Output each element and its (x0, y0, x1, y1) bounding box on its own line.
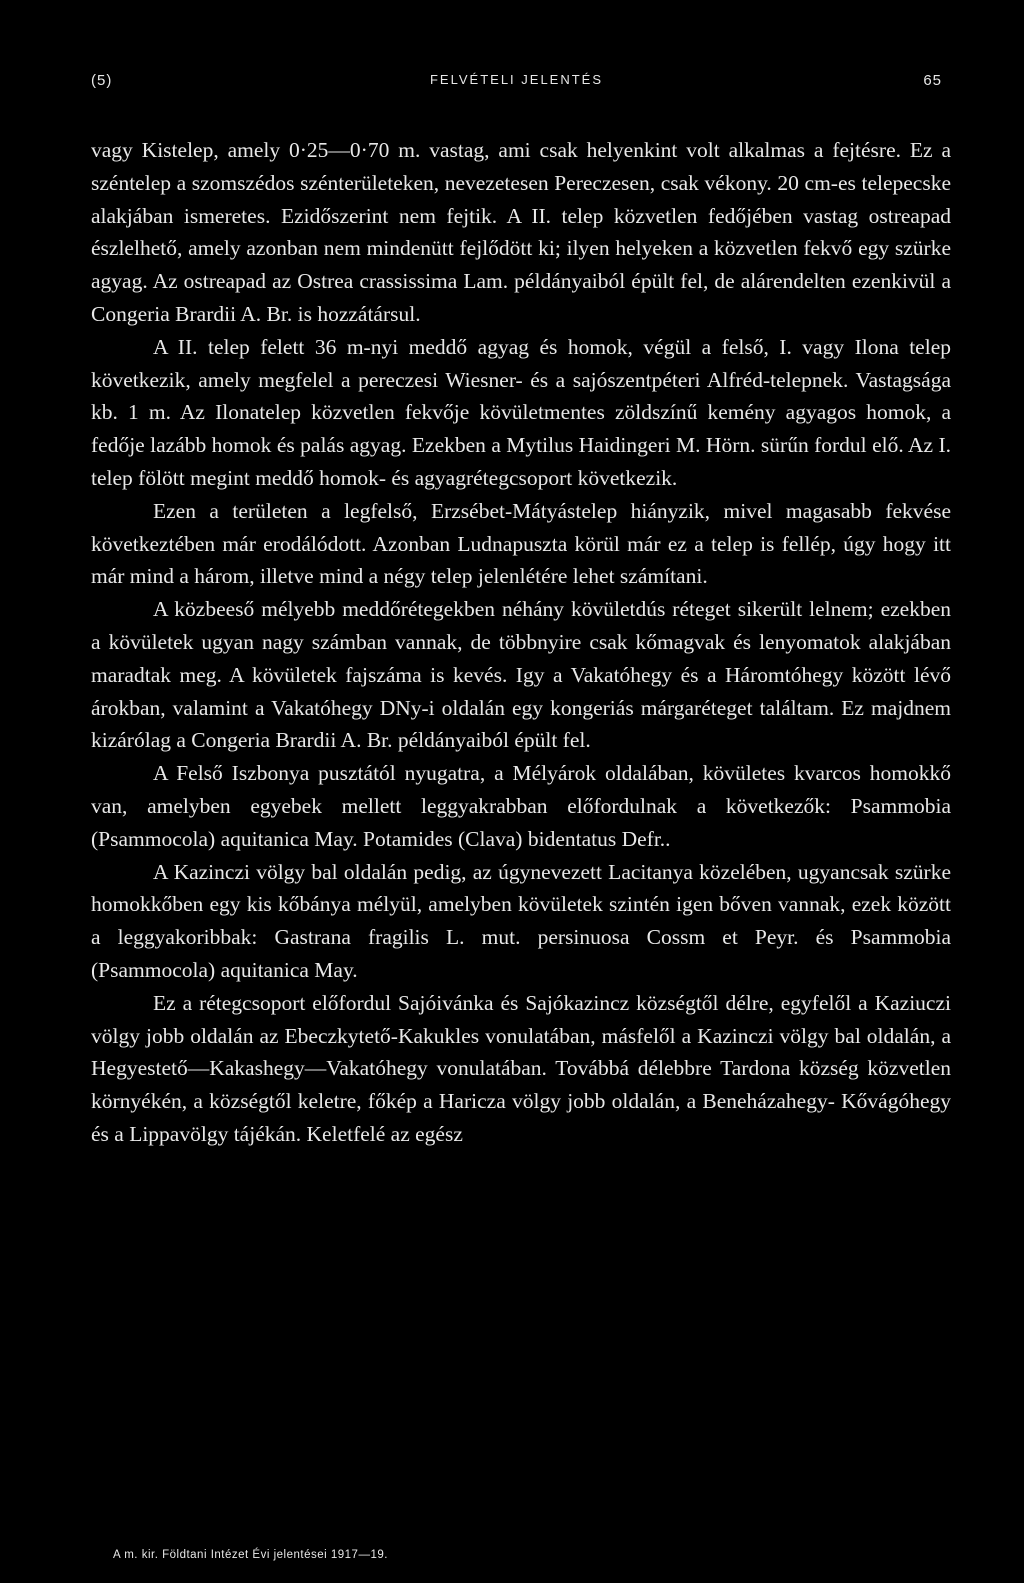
page-number: 65 (923, 72, 942, 89)
section-number: (5) (91, 72, 113, 89)
paragraph: A közbeeső mélyebb meddőrétegekben néhány kövületdús réteget sikerült lelnem; ezekben a kövületek ugyan nagy számban vannak, de többnyire csak kőmagvak és lenyomatok alakjában maradtak meg. A kövületek fajszáma is kevés. Igy a Vakatóhegy és a Háromtóhegy között lévő árokban, valamint a Vakatóhegy DNy-i oldalán egy kongeriás márgaréteget találtam. Ez majdnem kizárólag a Congeria Brardii A. Br. példányaiból épült fel. (91, 597, 951, 753)
paragraph: A II. telep felett 36 m-nyi meddő agyag és homok, végül a felső, I. vagy Ilona telep következik, amely megfelel a pereczesi Wiesner- és a sajószentpéteri Alfréd-telepnek. Vastagsága kb. 1 m. Az Ilonatelep közvetlen fekvője kövületmentes zöldszínű kemény agyagos homok, a fedője lazább homok és palás agyag. Ezekben a Mytilus Haidingeri M. Hörn. sürűn fordul elő. Az I. telep fölött megint meddő homok- és agyagrétegcsoport következik. (91, 334, 951, 490)
paragraph: Ez a rétegcsoport előfordul Sajóivánka és Sajókazincz községtől délre, egyfelől a Kaziuczi völgy jobb oldalán az Ebeczkytető-Kakukles vonulatában, másfelől a Kazinczi völgy bal oldalán, a Hegyestető—Kakashegy—Vakatóhegy vonulatában. Továbbá délebbre Tardona község közvetlen környékén, a községtől keletre, főkép a Haricza völgy jobb oldalán, a Beneházahegy- Kővágóhegy és a Lippavölgy tájékán. Keletfelé az egész (91, 990, 951, 1146)
body-text (91, 134, 951, 1151)
paragraph: Ezen a területen a legfelső, Erzsébet-Mátyástelep hiányzik, mivel magasabb fekvése következtében már erodálódott. Azonban Ludnapuszta körül már ez a telep is fellép, úgy hogy itt már mind a három, illetve mind a négy telep jelenlétére lehet számítani. (91, 498, 951, 589)
paragraph: A Kazinczi völgy bal oldalán pedig, az úgynevezett Lacitanya közelében, ugyancsak szürke homokkőben egy kis kőbánya mélyül, amelyben kövületek szintén igen bőven vannak, ezek között a leggyakoribbak: Gastrana fragilis L. mut. persinuosa Cossm et Peyr. és Psammobia (Psammocola) aquitanica May. (91, 859, 951, 982)
running-header (91, 72, 942, 100)
footer-citation: A m. kir. Földtani Intézet Évi jelentései 1917—19. (113, 1549, 388, 1561)
paragraph: vagy Kistelep, amely 0·25—0·70 m. vastag, ami csak helyenkint volt alkalmas a fejtésre. Ez a széntelep a szomszédos szénterületeken, nevezetesen Pereczesen, csak vékony. 20 cm-es telepecske alakjában ismeretes. Ezidőszerint nem fejtik. A II. telep közvetlen fedőjében vastag ostreapad észlelhető, amely azonban nem mindenütt fejlődött ki; ilyen helyeken a közvetlen fekvő egy szürke agyag. Az ostreapad az Ostrea crassissima Lam. példányaiból épült fel, de alárendelten ezenkivül a Congeria Brardii A. Br. is hozzátársul. (91, 138, 951, 326)
paragraph: A Felső Iszbonya pusztától nyugatra, a Mélyárok oldalában, kövületes kvarcos homokkő van, amelyben egyebek mellett leggyakrabban előfordulnak a következők: Psammobia (Psammocola) aquitanica May. Potamides (Clava) bidentatus Defr.. (91, 761, 951, 851)
running-title: FELVÉTELI JELENTÉS (429, 72, 604, 87)
